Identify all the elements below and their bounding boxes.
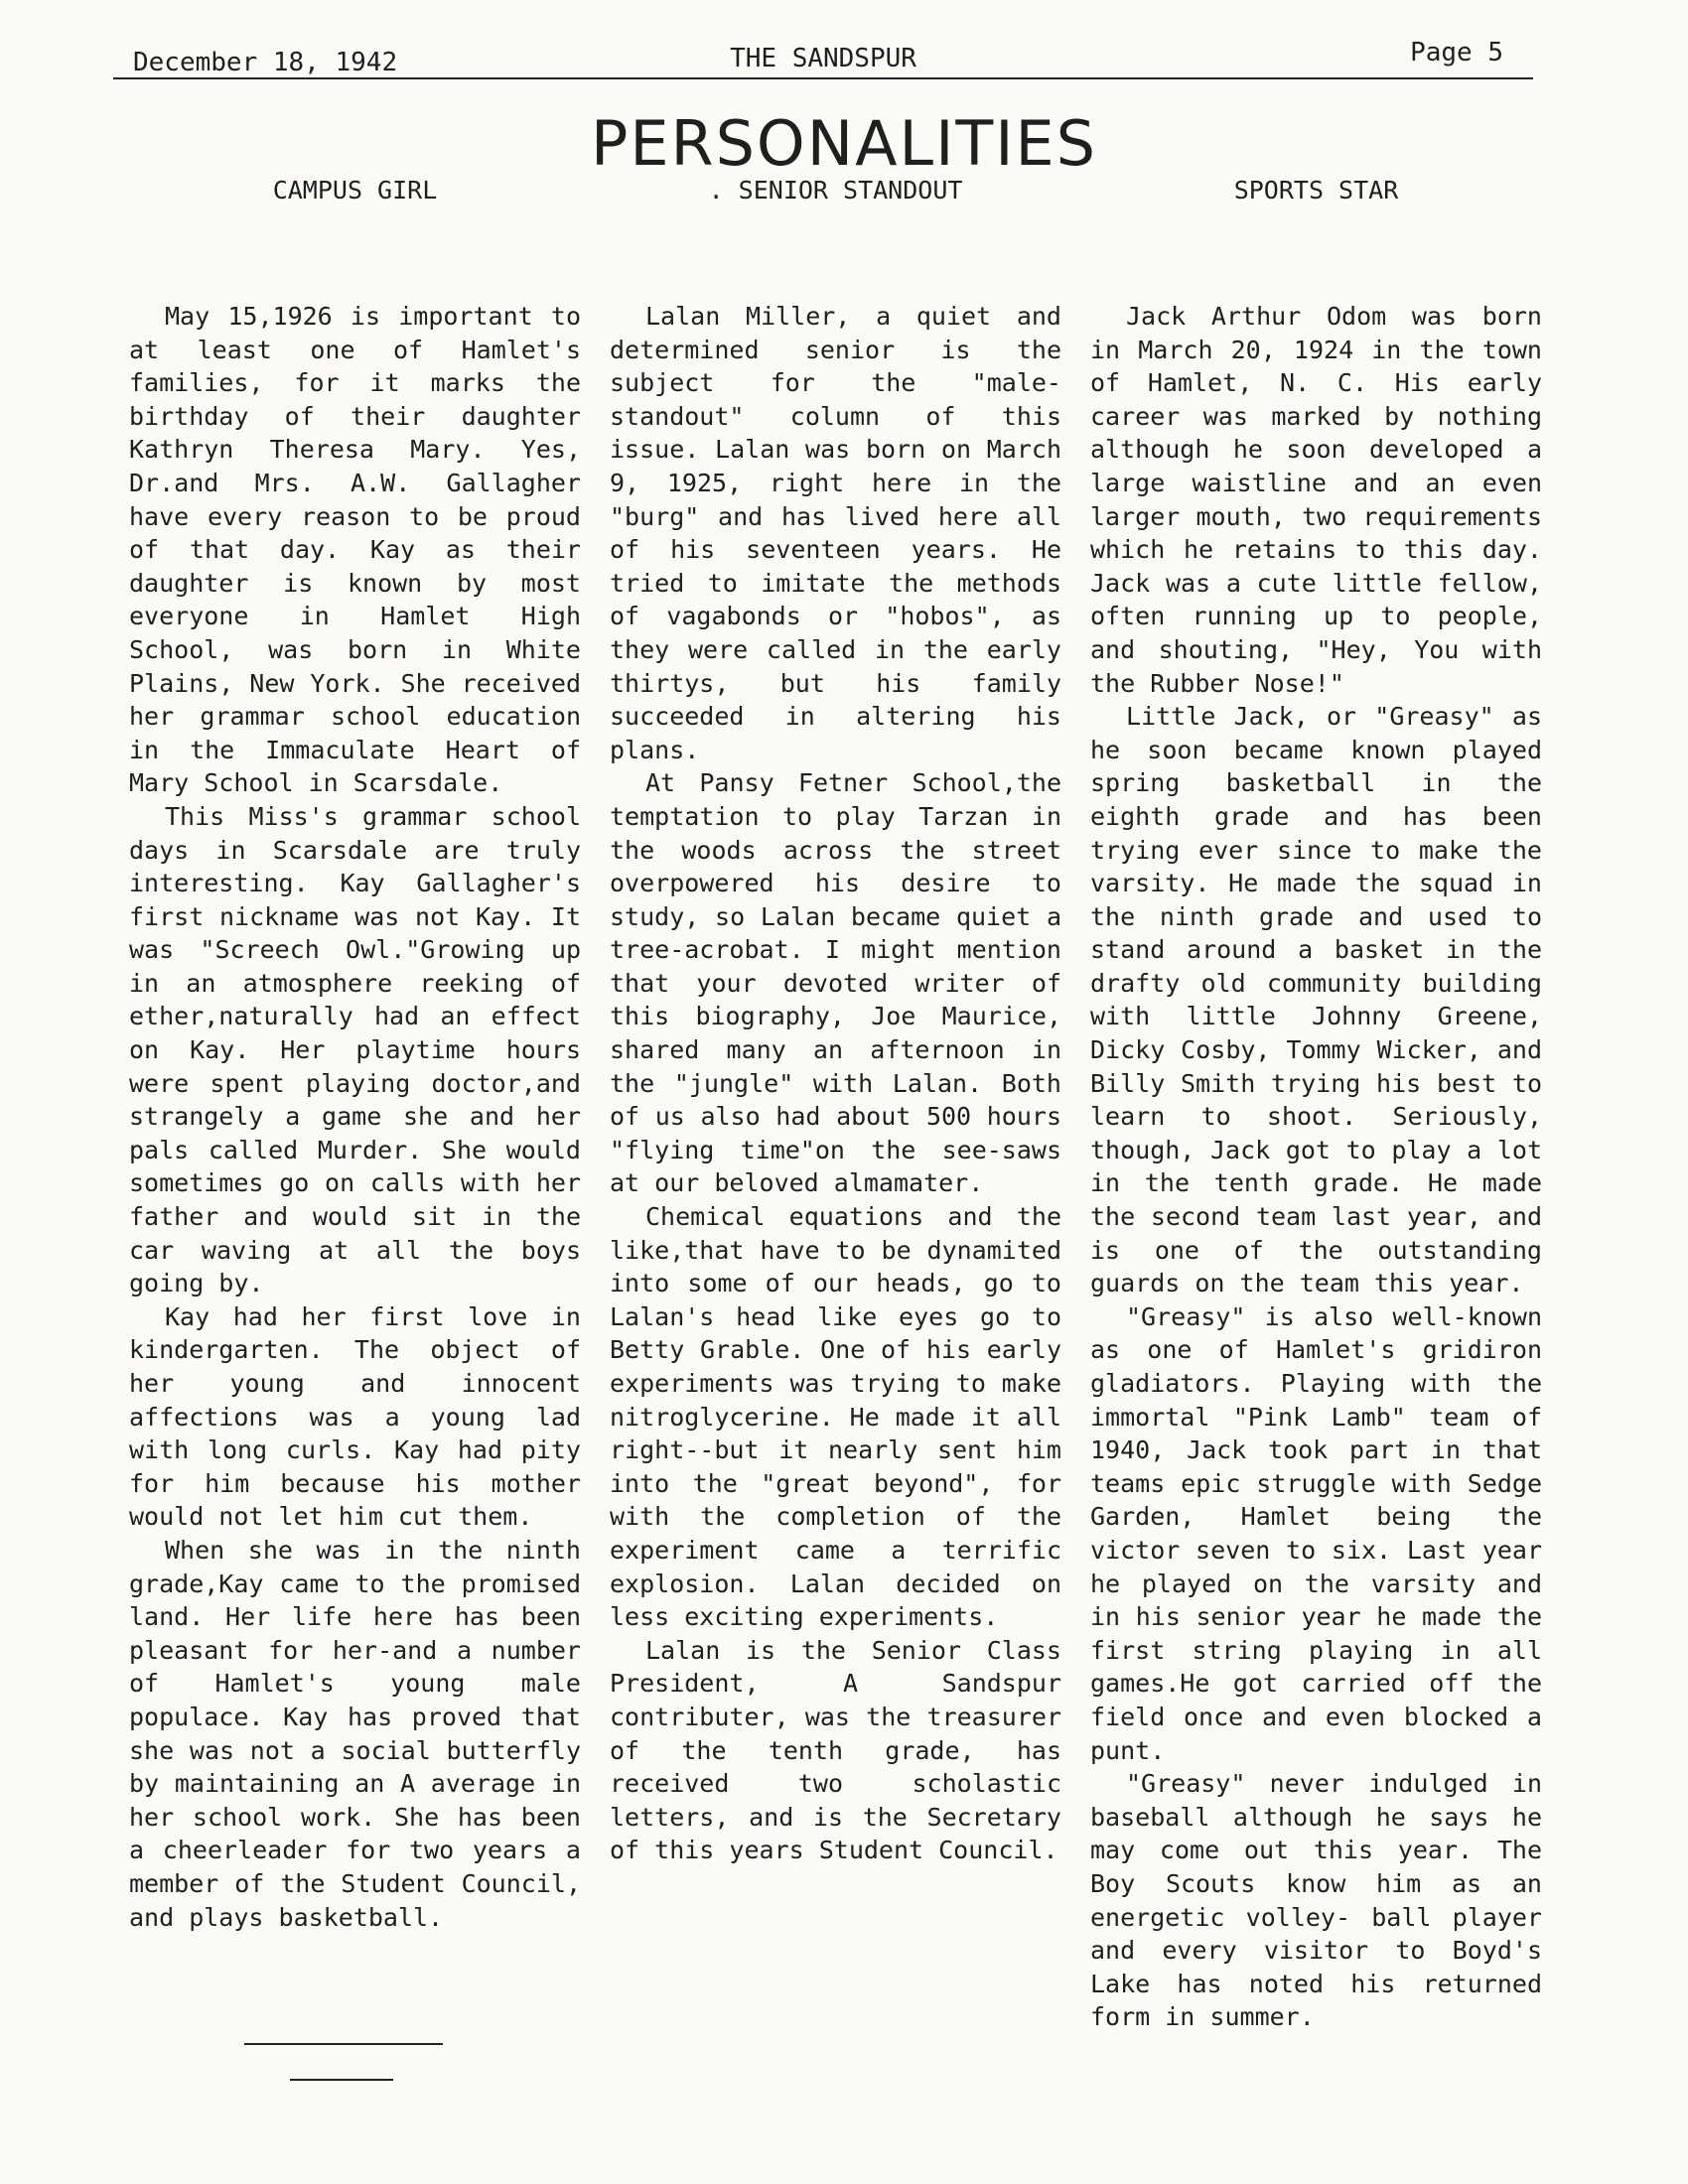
section-masthead: PERSONALITIES	[590, 107, 1098, 180]
newspaper-name: THE SANDSPUR	[730, 44, 916, 73]
column-campus-girl	[129, 176, 581, 1932]
paragraph: Kay had her first love in kindergarten. The object of her young and innocent affections was a young lad with long curls. Kay had pity for him because his mother would not let him cut them.	[129, 1301, 581, 1532]
end-rule	[244, 2043, 443, 2045]
column-senior-standout	[610, 176, 1061, 1865]
issue-date: December 18, 1942	[133, 48, 398, 77]
page-header	[113, 38, 1533, 81]
page-number: Page 5	[1410, 38, 1503, 68]
paragraph: Little Jack, or "Greasy" as he soon became known played spring basketball in the eighth grade and has been trying ever since to make the varsity. He made the squad in the ninth grade and used to stand around a basket in the drafty old community building with little Johnny Greene, Dicky Cosby, Tommy Wicker, and Billy Smith trying his best to learn to shoot. Seriously, though, Jack got to play a lot in the tenth grade. He made the second team last year, and is one of the outstanding guards on the team this year.	[1090, 702, 1542, 1298]
column-body	[1090, 300, 1542, 2034]
paragraph: Lalan is the Senior Class President, A Sandspur contributer, was the treasurer of the tenth grade, has received two scholastic letters, and is the Secretary of this years Student Council.	[610, 1635, 1061, 1865]
paragraph: At Pansy Fetner School,the temptation to play Tarzan in the woods across the street overpowered his desire to study, so Lalan became quiet a tree-acrobat. I might mention that your devoted writer of this biography, Joe Maurice, shared many an afternoon in the "jungle" with Lalan. Both of us also had about 500 hours "flying time"on the see-saws at our beloved almamater.	[610, 768, 1061, 1198]
paragraph: Chemical equations and the like,that have to be dynamited into some of our heads, go to Lalan's head like eyes go to Betty Grable. One of his early experiments was trying to make nitroglycerine. He made it all right--but it nearly sent him into the "great beyond", for with the completion of the experiment came a terrific explosion. Lalan decided on less exciting experiments.	[610, 1202, 1061, 1632]
paragraph: May 15,1926 is important to at least one of Hamlet's families, for it marks the birthday of their daughter Kathryn Theresa Mary. Yes, Dr.and Mrs. A.W. Gallagher have every reason to be proud of that day. Kay as their daughter is known by most everyone in Hamlet High School, was born in White Plains, New York. She received her grammar school education in the Immaculate Heart of Mary School in Scarsdale.	[129, 302, 581, 798]
column-title: CAMPUS GIRL	[272, 176, 438, 205]
column-title: SPORTS STAR	[1233, 176, 1399, 205]
end-rule-short	[290, 2079, 393, 2081]
paragraph: Lalan Miller, a quiet and determined senior is the subject for the "male-standout" column of this issue. Lalan was born on March 9, 1925, right here in the "burg" and has lived here all of his seventeen years. He tried to imitate the methods of vagabonds or "hobos", as they were called in the early thirtys, but his family succeeded in altering his plans.	[610, 302, 1061, 764]
paragraph: "Greasy" never indulged in baseball although he says he may come out this year. The Boy Scouts know him as an energetic volley- ball player and every visitor to Boyd's Lake has noted his returned form in summer.	[1090, 1769, 1542, 2032]
paragraph: When she was in the ninth grade,Kay came to the promised land. Her life here has been pleasant for her-and a number of Hamlet's young male populace. Kay has proved that she was not a social butterfly by maintaining an A average in her school work. She has been a cheerleader for two years a member of the Student Council, and plays basketball.	[129, 1535, 581, 1932]
paragraph: Jack Arthur Odom was born in March 20, 1924 in the town of Hamlet, N. C. His early career was marked by nothing although he soon developed a large waistline and an even larger mouth, two requirements which he retains to this day. Jack was a cute little fellow, often running up to people, and shouting, "Hey, You with the Rubber Nose!"	[1090, 302, 1542, 698]
column-title: . SENIOR STANDOUT	[708, 176, 963, 205]
paragraph: This Miss's grammar school days in Scarsdale are truly interesting. Kay Gallagher's first nickname was not Kay. It was "Screech Owl."Growing up in an atmosphere reeking of ether,naturally had an effect on Kay. Her playtime hours were spent playing doctor,and strangely a game she and her pals called Murder. She would sometimes go on calls with her father and would sit in the car waving at all the boys going by.	[129, 801, 581, 1298]
header-rule	[113, 77, 1533, 79]
column-body	[129, 300, 581, 1934]
paragraph: "Greasy" is also well-known as one of Hamlet's gridiron gladiators. Playing with the immortal "Pink Lamb" team of 1940, Jack took part in that teams epic struggle with Sedge Garden, Hamlet being the victor seven to six. Last year he played on the varsity and in his senior year he made the first string playing in all games.He got carried off the field once and even blocked a punt.	[1090, 1301, 1542, 1765]
column-sports-star	[1090, 176, 1542, 2032]
column-body	[610, 300, 1061, 1867]
